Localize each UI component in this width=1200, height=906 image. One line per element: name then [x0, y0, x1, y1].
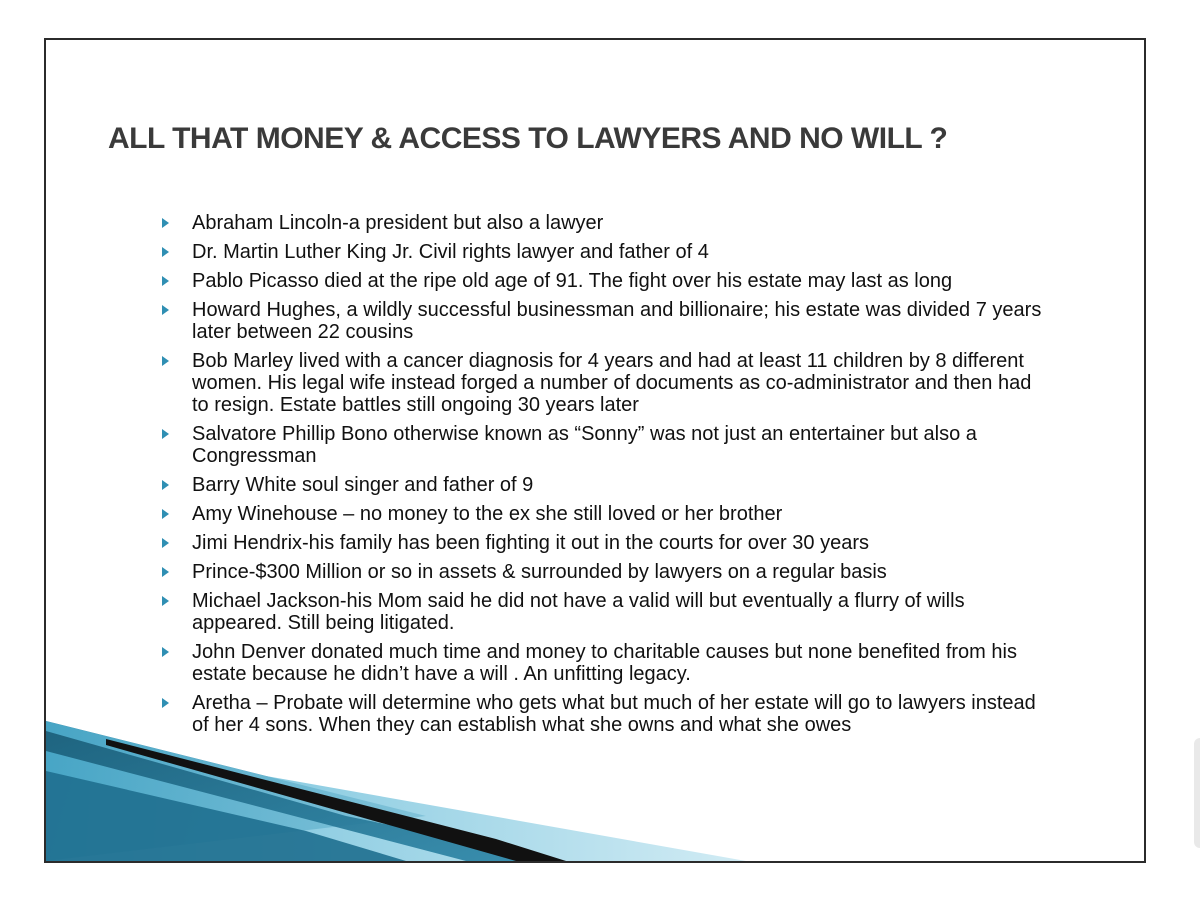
bullet-item	[156, 532, 1046, 554]
triangle-bullet-icon	[162, 305, 169, 315]
triangle-bullet-icon	[162, 218, 169, 228]
bullet-text: Bob Marley lived with a cancer diagnosis for 4 years and had at least 11 children by 8 different women. His legal wife instead forged a number of documents as co-administrator and then had to resign. Estate battles still ongoing 30 years later	[192, 350, 1032, 416]
bullet-item	[156, 241, 1046, 263]
bullet-item	[156, 270, 1046, 292]
bullet-item	[156, 474, 1046, 496]
triangle-bullet-icon	[162, 480, 169, 490]
triangle-bullet-icon	[162, 429, 169, 439]
bullet-text: Howard Hughes, a wildly successful businessman and billionaire; his estate was divided 7 years later between 22 cousins	[192, 299, 1042, 343]
triangle-bullet-icon	[162, 567, 169, 577]
bullet-text: Dr. Martin Luther King Jr. Civil rights lawyer and father of 4	[192, 241, 709, 263]
triangle-bullet-icon	[162, 247, 169, 257]
bullet-item	[156, 641, 1046, 685]
bullet-list	[156, 212, 1046, 743]
bullet-item	[156, 590, 1046, 634]
bullet-text: Aretha – Probate will determine who gets what but much of her estate will go to lawyers instead of her 4 sons. When they can establish what she owns and what she owes	[192, 692, 1036, 736]
bullet-item	[156, 299, 1046, 343]
bullet-text: Pablo Picasso died at the ripe old age of 91. The fight over his estate may last as long	[192, 270, 953, 292]
triangle-bullet-icon	[162, 356, 169, 366]
bullet-item	[156, 503, 1046, 525]
bullet-text: Barry White soul singer and father of 9	[192, 474, 534, 496]
slide	[44, 38, 1146, 863]
triangle-bullet-icon	[162, 596, 169, 606]
bullet-text: Salvatore Phillip Bono otherwise known as “Sonny” was not just an entertainer but also a Congressman	[192, 423, 977, 467]
bullet-item	[156, 561, 1046, 583]
triangle-bullet-icon	[162, 647, 169, 657]
slide-title: ALL THAT MONEY & ACCESS TO LAWYERS AND NO WILL ?	[108, 122, 948, 155]
bullet-item	[156, 350, 1046, 416]
bullet-item	[156, 423, 1046, 467]
bullet-text: Prince-$300 Million or so in assets & surrounded by lawyers on a regular basis	[192, 561, 887, 583]
bullet-item	[156, 212, 1046, 234]
bullet-text: Abraham Lincoln-a president but also a lawyer	[192, 212, 604, 234]
triangle-bullet-icon	[162, 509, 169, 519]
bullet-text: Jimi Hendrix-his family has been fighting it out in the courts for over 30 years	[192, 532, 869, 554]
bullet-text: Amy Winehouse – no money to the ex she still loved or her brother	[192, 503, 783, 525]
page-edge-mark	[1194, 738, 1200, 848]
triangle-bullet-icon	[162, 276, 169, 286]
triangle-bullet-icon	[162, 698, 169, 708]
decorative-swoosh	[46, 721, 746, 861]
bullet-text: John Denver donated much time and money to charitable causes but none benefited from his estate because he didn’t have a will . An unfitting legacy.	[192, 641, 1017, 685]
bullet-text: Michael Jackson-his Mom said he did not have a valid will but eventually a flurry of wills appeared. Still being litigated.	[192, 590, 965, 634]
triangle-bullet-icon	[162, 538, 169, 548]
